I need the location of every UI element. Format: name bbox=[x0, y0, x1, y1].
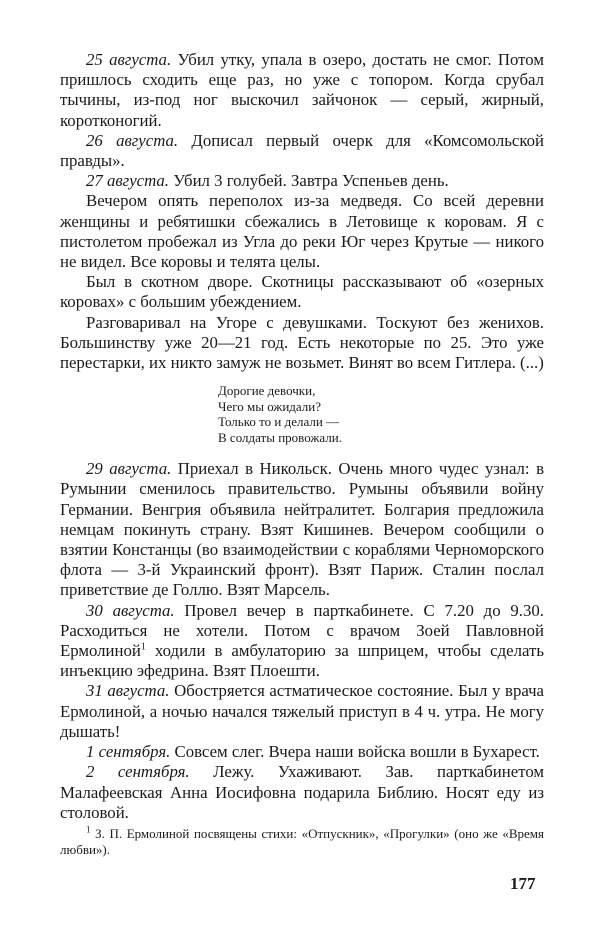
entry-date: 29 августа. bbox=[86, 459, 172, 479]
entry-text: Убил 3 голубей. Завтра Успеньев день. bbox=[169, 171, 449, 191]
paragraph: Был в скотном дворе. Скотницы рассказывают об «озерных коровах» с большим убеждением. bbox=[60, 272, 544, 312]
diary-entry bbox=[60, 50, 544, 131]
entry-date: 2 сентября. bbox=[86, 762, 190, 782]
poem-line: Чего мы ожидали? bbox=[218, 398, 322, 414]
poem-line: Дорогие девочки, bbox=[218, 383, 316, 399]
paragraph: Вечером опять переполох из-за медведя. Со всей деревни женщины и ребятишки сбежались в Летовище к коровам. Я с пистолетом пробежал из Угла до реки Юг через Крутые — никого не видел. Все коровы и телята целы. bbox=[60, 191, 544, 272]
footnote bbox=[60, 826, 544, 858]
entry-text: Провел вечер в парткабинете. С 7.20 до 9.30. Расходиться не хотели. Потом с врачом Зоей Павловной Ермолиной bbox=[60, 600, 544, 661]
footnote-mark: 1 bbox=[86, 824, 91, 835]
entry-date: 1 сентября. bbox=[86, 742, 171, 762]
entry-text: Убил утку, упала в озеро, достать не смог. Потом пришлось сходить еще раз, но уже с топором. Когда срубал тычины, из-под ног выскочил зайчонок — серый, жирный, коротконогий. bbox=[60, 50, 544, 130]
diary-entry bbox=[60, 131, 544, 171]
entry-text: Совсем слег. Вчера наши войска вошли в Бухарест. bbox=[170, 742, 540, 762]
paragraph: Разговаривал на Угоре с девушками. Тоскуют без женихов. Большинству уже 20—21 год. Есть некоторые по 25. Это уже перестарки, их никто замуж не возьмет. Винят во всем Гитлера. (...) bbox=[60, 312, 544, 373]
entry-text: Обостряется астматическое состояние. Был у врача Ермолиной, а ночью начался тяжелый приступ в 4 ч. утра. Не могу дышать! bbox=[60, 681, 544, 741]
entry-date: 26 августа. bbox=[86, 130, 179, 150]
diary-entry bbox=[60, 681, 544, 742]
main-text bbox=[60, 50, 544, 823]
entry-text: Лежу. Ухаживают. Зав. парткабинетом Малафеевская Анна Иосифовна подарила Библию. Носят еду из столовой. bbox=[60, 762, 545, 822]
diary-entry bbox=[60, 601, 544, 682]
entry-text: Приехал в Никольск. Очень много чудес узнал: в Румынии сменилось правительство. Румыны объявили войну Германии. Венгрия объявила нейтралитет. Болгария предложила немцам покинуть страну. Взят Кишинев. Вечером сообщили о взятии Констанцы (во взаимодействии с кораблями Черноморского флота — 3-й Украинский фронт). Взят Париж. Сталин послал приветствие де Голлю. Взят Марсель. bbox=[60, 459, 544, 600]
diary-entry bbox=[60, 742, 544, 762]
entry-text: ходили в амбулаторию за шприцем, чтобы сделать инъекцию эфедрина. Взят Плоешти. bbox=[60, 641, 544, 681]
diary-entry bbox=[60, 171, 544, 191]
diary-entry bbox=[60, 459, 544, 600]
page-number: 177 bbox=[510, 874, 536, 893]
entry-date: 25 августа. bbox=[86, 50, 172, 69]
poem-line: В солдаты провожали. bbox=[218, 429, 342, 445]
entry-date: 27 августа. bbox=[86, 171, 170, 191]
entry-date: 30 августа. bbox=[86, 600, 175, 620]
poem bbox=[218, 383, 544, 445]
footnote-reference: 1 bbox=[140, 641, 146, 653]
diary-entry bbox=[60, 762, 544, 823]
entry-date: 31 августа. bbox=[86, 681, 170, 701]
footnote-text: З. П. Ермолиной посвящены стихи: «Отпускник», «Прогулки» (оно же «Время любви»). bbox=[60, 826, 544, 857]
entry-text: Дописал первый очерк для «Комсомольской правды». bbox=[60, 130, 544, 171]
poem-line: Только то и делали — bbox=[218, 414, 340, 430]
